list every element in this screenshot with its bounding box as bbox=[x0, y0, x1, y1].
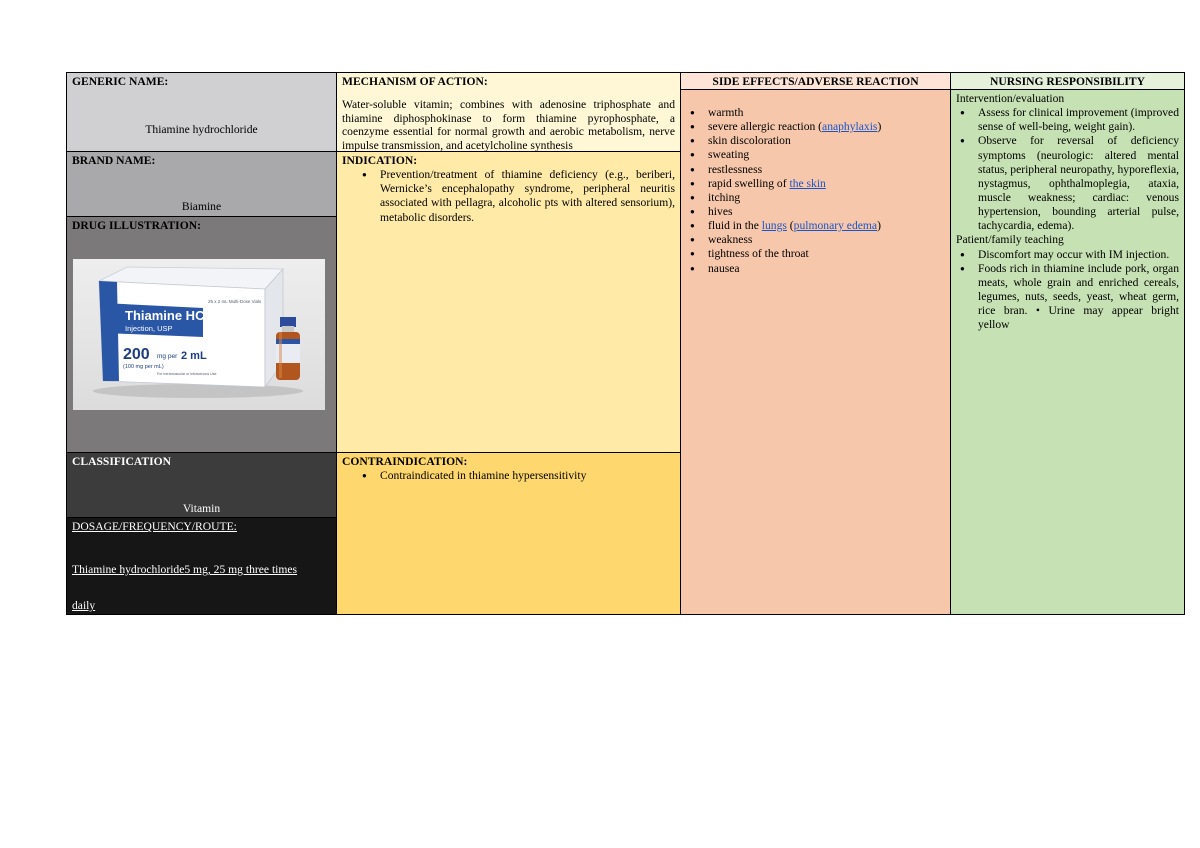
classification-label: CLASSIFICATION bbox=[72, 455, 171, 468]
side-effects-list bbox=[686, 106, 945, 276]
mechanism-label: MECHANISM OF ACTION: bbox=[342, 75, 488, 88]
contraindication-label: CONTRAINDICATION: bbox=[342, 455, 468, 468]
dosage-label: DOSAGE/FREQUENCY/ROUTE: bbox=[72, 520, 237, 533]
mechanism-cell bbox=[337, 73, 681, 152]
mechanism-text: Water-soluble vitamin; combines with adenosine triphosphate and thiamine diphosphokinase to form thiamine pyrophosphate, a coenzyme essential for normal growth and aerobic metabolism, nerve impulse transmission, and acetylcholine synthesis bbox=[342, 98, 675, 152]
contraindication-list bbox=[342, 469, 675, 483]
box-dose-unit-text: mg per bbox=[157, 353, 178, 360]
classification-cell bbox=[67, 453, 337, 518]
side-effects-cell bbox=[681, 90, 951, 615]
side-effect-item bbox=[708, 177, 945, 191]
teaching-label: Patient/family teaching bbox=[956, 233, 1064, 247]
box-volume-text: 2 mL bbox=[181, 350, 207, 362]
generic-name-cell bbox=[67, 73, 337, 152]
generic-name-label: GENERIC NAME: bbox=[72, 75, 169, 88]
intervention-item: ● Assess for clinical improvement (improved sense of well-being, weight gain). bbox=[978, 106, 1179, 134]
anaphylaxis-link[interactable]: anaphylaxis bbox=[822, 120, 878, 134]
teaching-list bbox=[956, 248, 1179, 333]
side-effects-header bbox=[681, 73, 951, 90]
contraindication-cell bbox=[337, 453, 681, 615]
side-effect-item: ● itching bbox=[708, 191, 945, 205]
drug-illustration-label: DRUG ILLUSTRATION: bbox=[72, 219, 201, 232]
box-subtitle-text: Injection, USP bbox=[125, 324, 173, 333]
side-effect-text: fluid in the bbox=[708, 219, 762, 233]
drug-illustration-cell bbox=[67, 217, 337, 453]
side-effect-text: ) bbox=[877, 120, 882, 134]
side-effect-text: ) bbox=[877, 219, 881, 233]
classification-value: Vitamin bbox=[182, 502, 221, 516]
intervention-item: ● Observe for reversal of deficiency symptoms (neurologic: altered mental status, peripheral neuropathy, hyporeflexia, nystagmus, ophthalmoplegia, ataxia, muscle weakness; cardiac: venous hypertension, bounding arterial pulse, tachycardia, edema). bbox=[978, 134, 1179, 233]
side-effect-item bbox=[708, 219, 945, 233]
indication-cell bbox=[337, 152, 681, 453]
the-skin-link[interactable]: the skin bbox=[789, 176, 826, 190]
indication-label: INDICATION: bbox=[342, 154, 418, 167]
side-effect-text: ( bbox=[786, 219, 794, 233]
nursing-title: NURSING RESPONSIBILITY bbox=[990, 75, 1145, 88]
lungs-link[interactable]: lungs bbox=[761, 219, 787, 233]
nursing-cell bbox=[951, 90, 1184, 615]
box-dose-text: 200 bbox=[123, 346, 150, 363]
brand-name-value: Biamine bbox=[181, 200, 222, 214]
side-effect-text: rapid swelling of bbox=[708, 176, 790, 190]
dosage-cell bbox=[67, 518, 337, 615]
teaching-item: ● Foods rich in thiamine include pork, organ meats, whole grain and enriched cereals, legumes, nuts, seeds, yeast, wheat germ, rice bran. • Urine may appear bright yellow bbox=[978, 262, 1179, 333]
side-effect-text: severe allergic reaction ( bbox=[708, 120, 823, 134]
side-effect-item: ● sweating bbox=[708, 148, 945, 162]
box-concentration-text: (100 mg per mL) bbox=[123, 364, 164, 370]
side-effect-item: ● weakness bbox=[708, 233, 945, 247]
drug-study-table bbox=[66, 72, 1185, 615]
side-effect-item bbox=[708, 120, 945, 134]
thiamine-box-illustration bbox=[73, 259, 325, 410]
intervention-label: Intervention/evaluation bbox=[956, 92, 1065, 105]
indication-item: ● Prevention/treatment of thiamine deficiency (e.g., beriberi, Wernicke’s encephalopathy syndrome, peripheral neuritis associated with pellagra, alcoholic pts with altered sensorium), metabolic disorders. bbox=[380, 168, 675, 225]
intervention-list bbox=[956, 106, 1179, 233]
generic-name-value: Thiamine hydrochloride bbox=[145, 123, 258, 137]
box-pack-text: 25 x 2 mL Multi-Dose Vials bbox=[208, 299, 262, 304]
dosage-line-2: daily bbox=[72, 599, 96, 613]
contraindication-item: ● Contraindicated in thiamine hypersensitivity bbox=[380, 469, 675, 483]
teaching-item: ● Discomfort may occur with IM injection. bbox=[978, 248, 1179, 262]
side-effect-item: ● tightness of the throat bbox=[708, 247, 945, 261]
box-title-text: Thiamine HCl bbox=[125, 308, 209, 323]
box-route-text: For Intramuscular or Intravenous Use bbox=[157, 372, 217, 376]
side-effect-item: ● skin discoloration bbox=[708, 134, 945, 148]
dosage-line-1: Thiamine hydrochloride5 mg, 25 mg three times bbox=[72, 563, 298, 577]
side-effect-item: ● warmth bbox=[708, 106, 945, 120]
indication-list bbox=[342, 168, 675, 225]
side-effect-item: ● hives bbox=[708, 205, 945, 219]
brand-name-cell bbox=[67, 152, 337, 217]
pulmonary-edema-link[interactable]: pulmonary edema bbox=[793, 219, 878, 233]
side-effect-item: ● nausea bbox=[708, 262, 945, 276]
brand-name-label: BRAND NAME: bbox=[72, 154, 156, 167]
nursing-header bbox=[951, 73, 1184, 90]
side-effect-item: ● restlessness bbox=[708, 163, 945, 177]
side-effects-title: SIDE EFFECTS/ADVERSE REACTION bbox=[712, 75, 919, 88]
drug-photo bbox=[73, 259, 325, 410]
